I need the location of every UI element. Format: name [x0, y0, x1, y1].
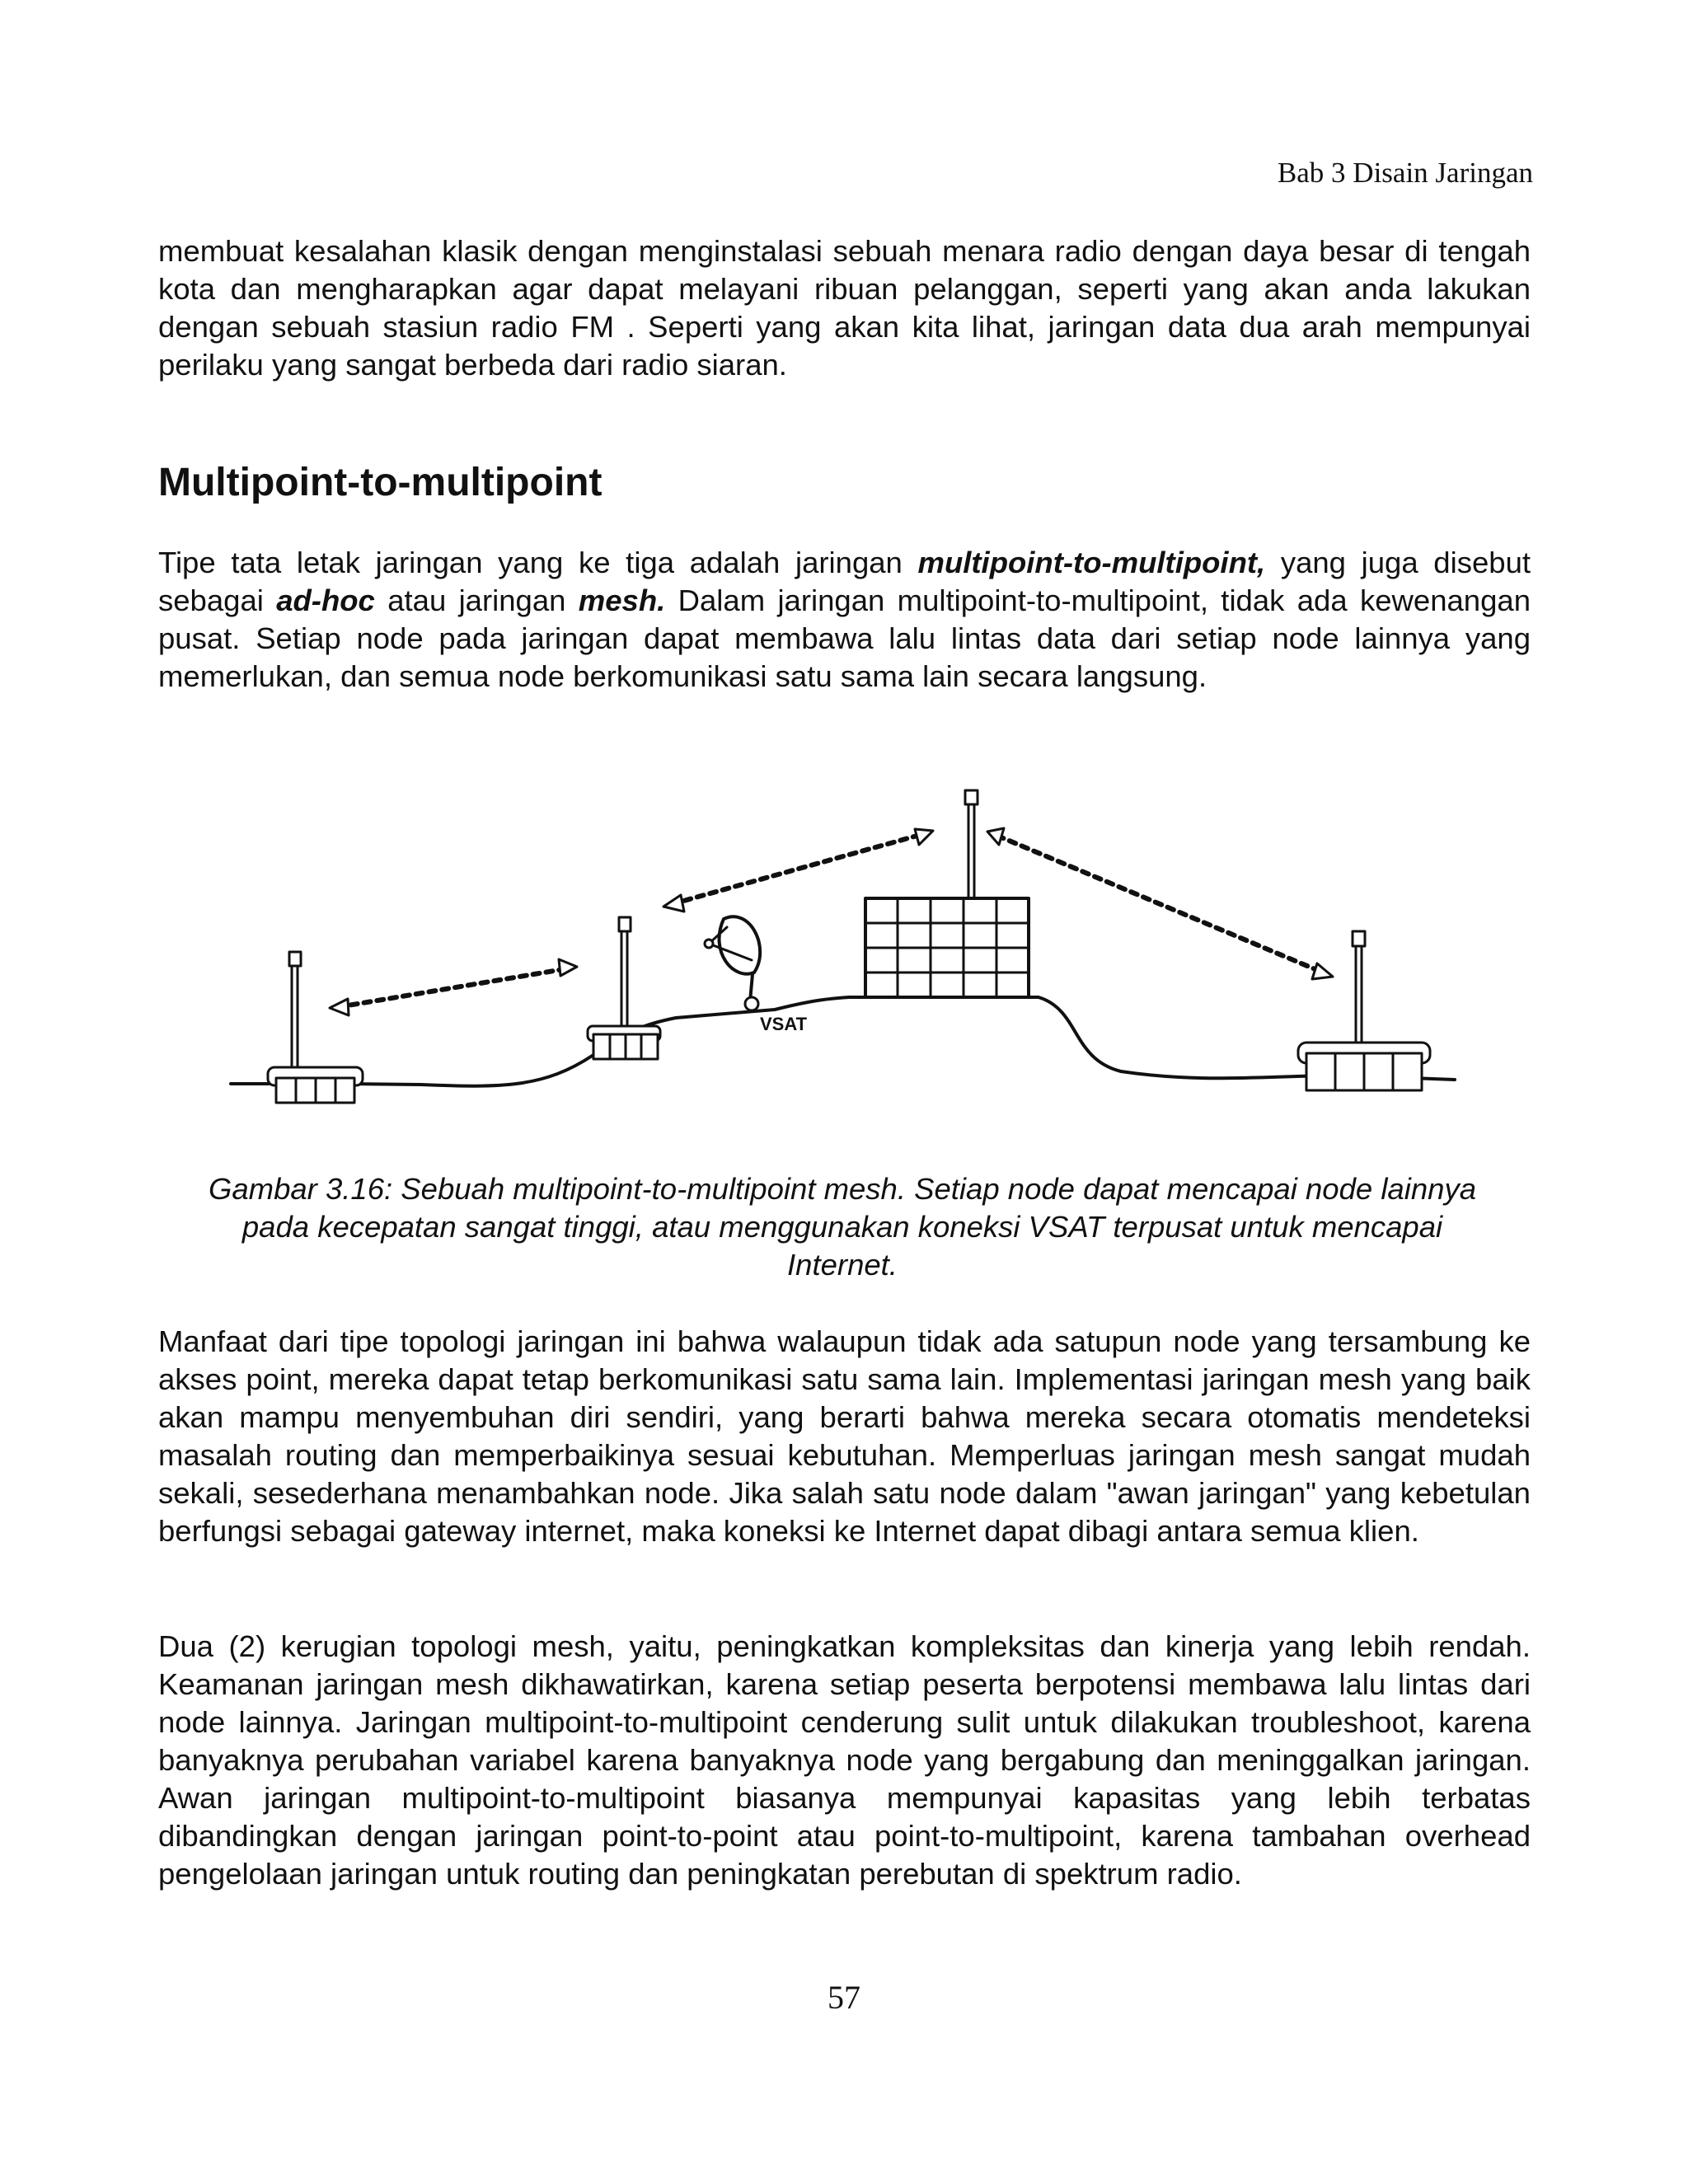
running-header: Bab 3 Disain Jaringan: [1277, 157, 1533, 189]
paragraph-advantages: Manfaat dari tipe topologi jaringan ini bahwa walaupun tidak ada satupun node yang tersambung ke akses point, mereka dapat tetap berkomunikasi satu sama lain. Implementasi jaringan mesh yang baik akan mampu menyembuhan diri sendiri, yang berarti bahwa mereka secara otomatis mendeteksi masalah routing dan memperbaikinya sesuai kebutuhan. Memperluas jaringan mesh sangat mudah sekali, sesederhana menambahkan node. Jika salah satu node dalam "awan jaringan" yang kebetulan berfungsi sebagai gateway internet, maka koneksi ke Internet dapat dibagi antara semua klien.: [158, 1324, 1531, 1548]
section-heading: Multipoint-to-multipoint: [158, 461, 603, 504]
node-right: [1298, 931, 1430, 1090]
link-left-middle: [338, 968, 569, 1007]
term-ad-hoc: ad-hoc: [276, 583, 375, 617]
node-middle: [588, 917, 660, 1059]
term-mesh: mesh.: [578, 583, 666, 617]
mesh-network-figure: [214, 783, 1475, 1129]
terrain-line: [231, 997, 1455, 1086]
paragraph-intro: membuat kesalahan klasik dengan menginstalasi sebuah menara radio dengan daya besar di tengah kota dan mengharapkan agar dapat melayani ribuan pelanggan, seperti yang akan anda lakukan dengan sebuah stasiun radio FM . Seperti yang akan kita lihat, jaringan data dua arah mempunyai perilaku yang sangat berbeda dari radio siaran.: [158, 234, 1531, 382]
paragraph-definition-text-1: Tipe tata letak jaringan yang ke tiga adalah jaringan: [158, 546, 918, 579]
link-middle-center: [672, 834, 923, 904]
paragraph-definition-text-3: atau jaringan: [374, 583, 579, 617]
vsat-dish: [705, 916, 760, 1010]
vsat-label: VSAT: [760, 1014, 808, 1034]
paragraph-definition-text-2: yang juga disebut sebagai: [158, 546, 1531, 617]
page-number: 57: [828, 1979, 860, 2016]
wireless-links: [338, 834, 1323, 1007]
paragraph-definition: [158, 544, 1531, 696]
figure-caption: Gambar 3.16: Sebuah multipoint-to-multipoint mesh. Setiap node dapat mencapai node lainnya pada kecepatan sangat tinggi, atau menggunakan koneksi VSAT terpusat untuk mencapai Internet.: [208, 1172, 1476, 1282]
node-left: [268, 952, 363, 1103]
paragraph-disadvantages: Dua (2) kerugian topologi mesh, yaitu, peningkatkan kompleksitas dan kinerja yang lebih rendah. Keamanan jaringan mesh dikhawatirkan, karena setiap peserta berpotensi membawa lalu lintas dari node lainnya. Jaringan multipoint-to-multipoint cenderung sulit untuk dilakukan troubleshoot, karena banyaknya perubahan variabel karena banyaknya node yang bergabung dan meninggalkan jaringan. Awan jaringan multipoint-to-multipoint biasanya mempunyai kapasitas yang lebih terbatas dibandingkan dengan jaringan point-to-point atau point-to-multipoint, karena tambahan overhead pengelolaan jaringan untuk routing dan peningkatan perebutan di spektrum radio.: [158, 1629, 1531, 1891]
central-building: [865, 790, 1029, 997]
link-center-right: [997, 836, 1323, 972]
term-multipoint: multipoint-to-multipoint,: [917, 546, 1266, 579]
paragraph-definition-text-4: Dalam jaringan multipoint-to-multipoint, tidak ada kewenangan pusat. Setiap node pada jaringan dapat membawa lalu lintas data dari setiap node lainnya yang memerlukan, dan semua node berkomunikasi satu sama lain secara langsung.: [158, 583, 1531, 693]
